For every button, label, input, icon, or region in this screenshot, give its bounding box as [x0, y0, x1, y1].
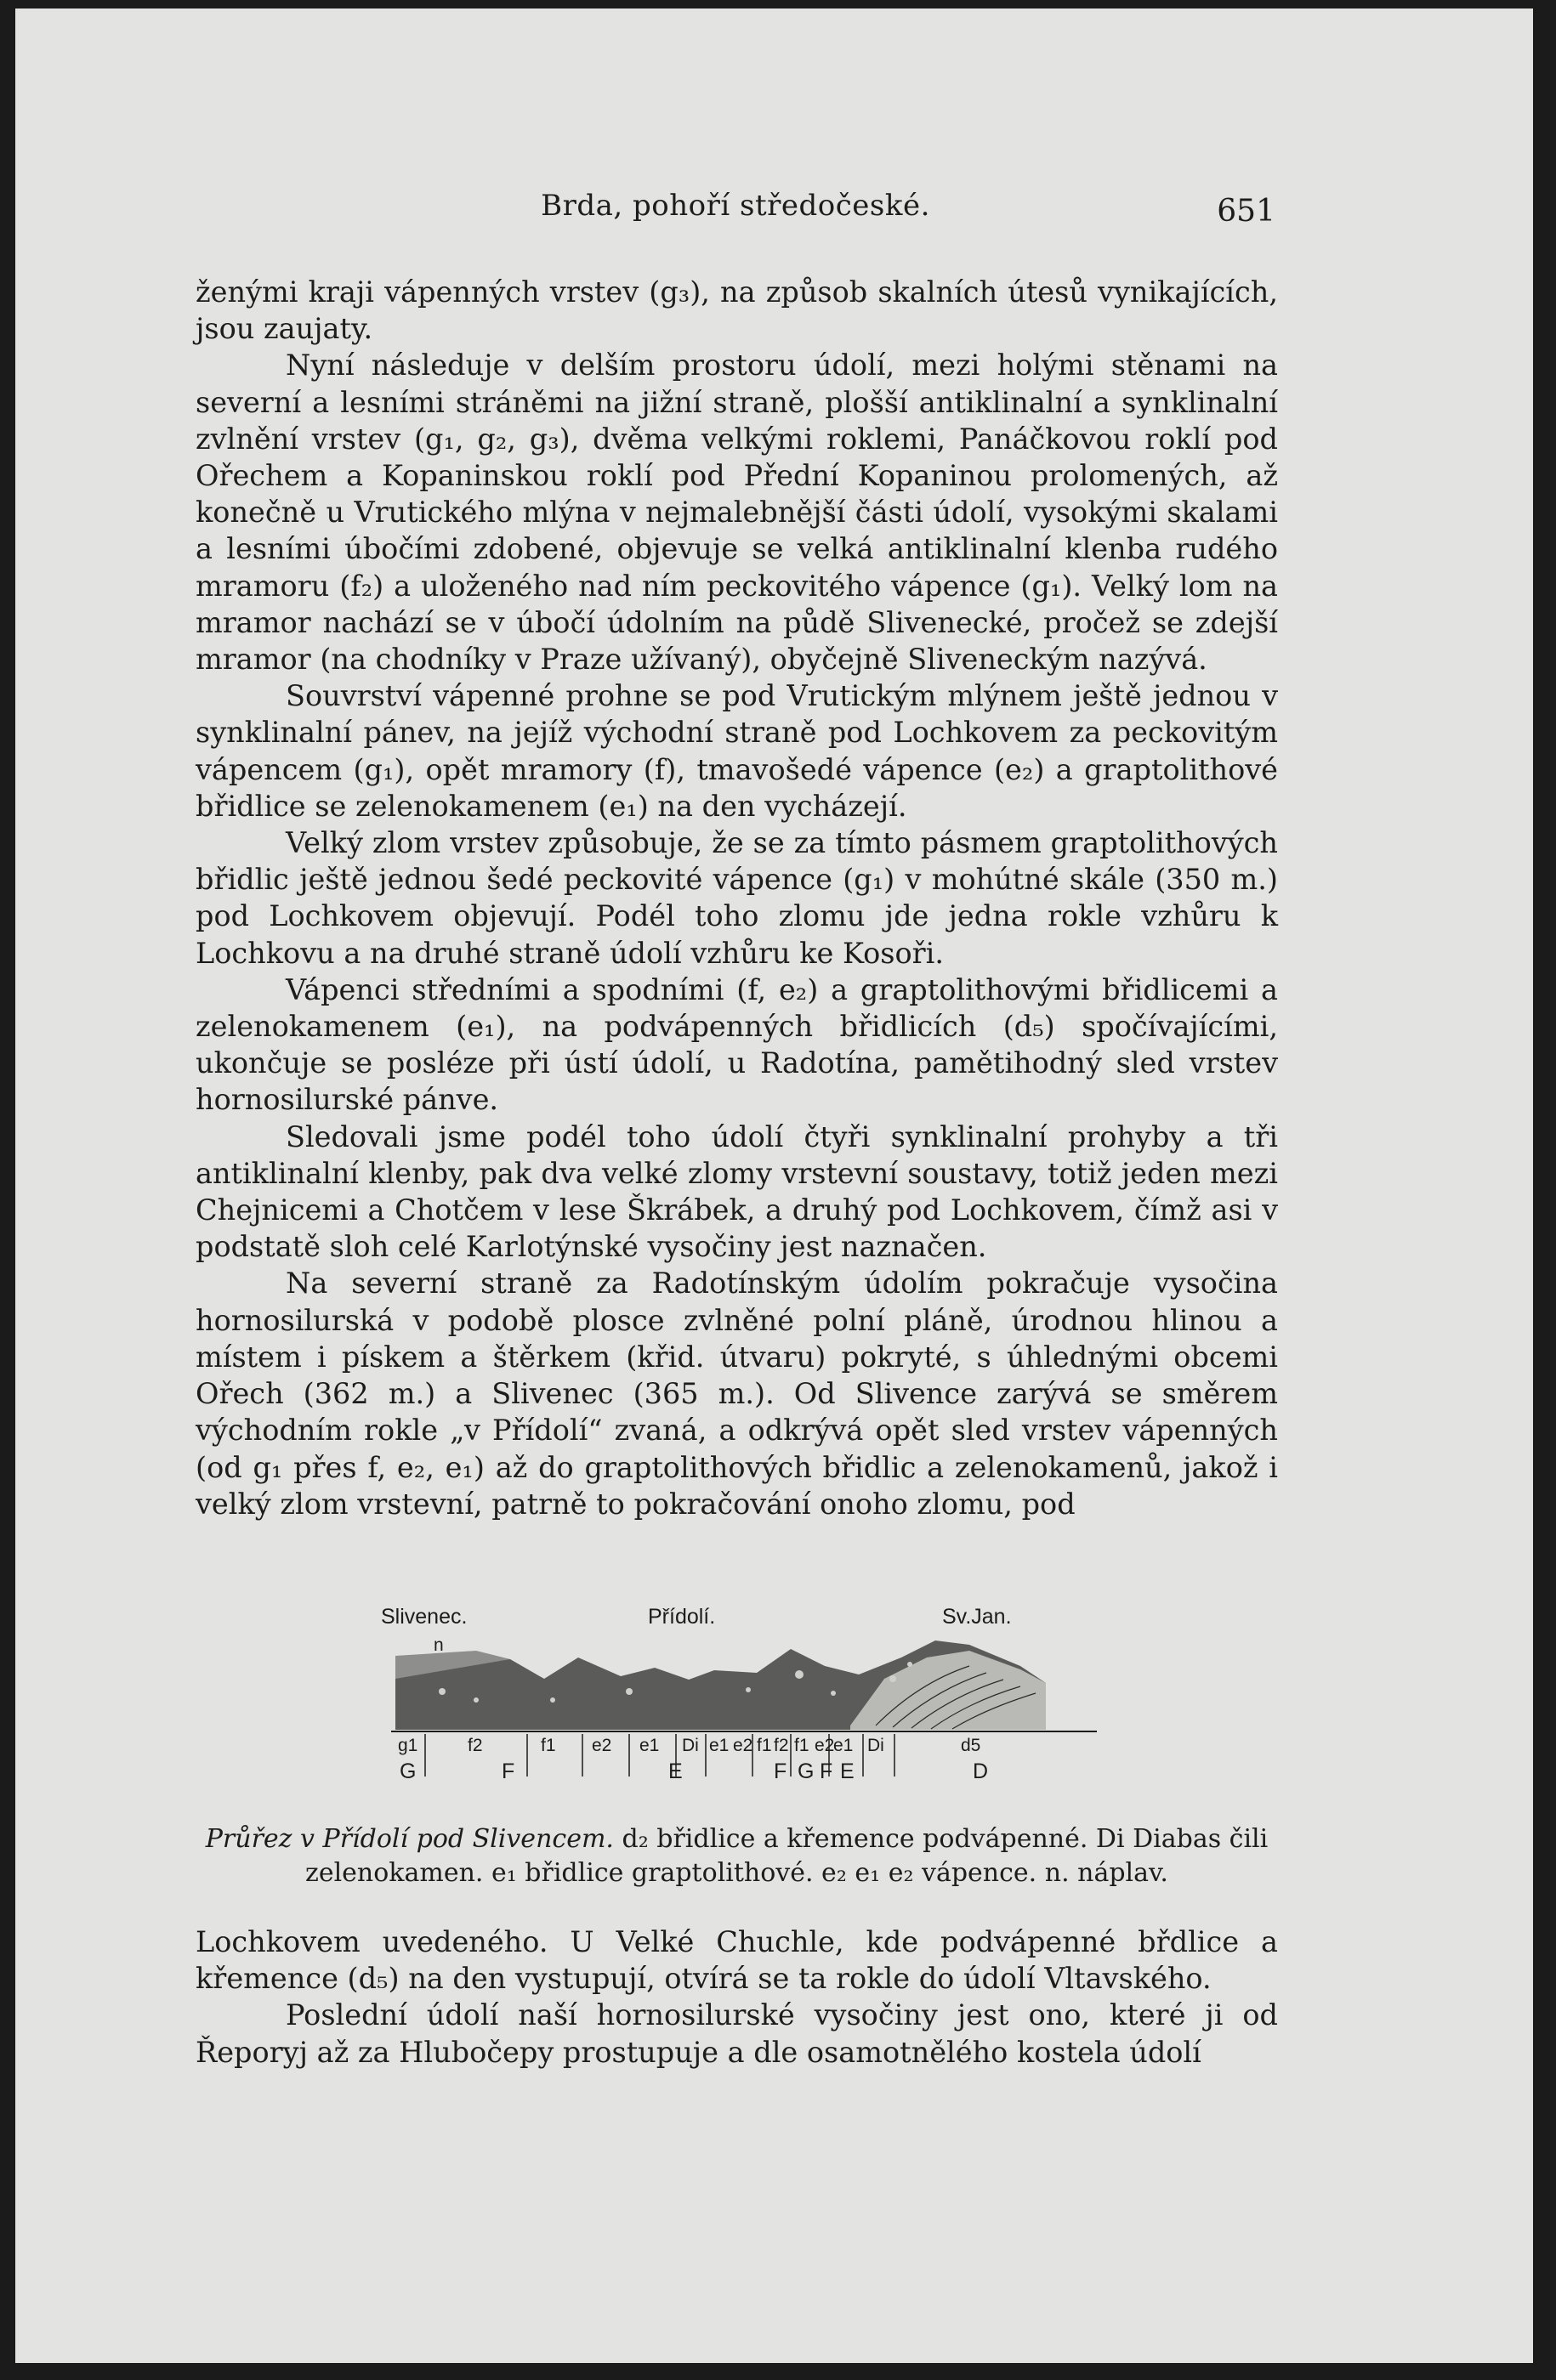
- figure-caption: [196, 1822, 1278, 1890]
- label-f2: f2: [468, 1736, 483, 1755]
- alluvium-marker: n: [434, 1635, 444, 1655]
- label-F: F: [502, 1760, 515, 1783]
- label-f1: f1: [794, 1736, 809, 1755]
- label-e2: e2: [815, 1736, 835, 1755]
- paragraph: Velký zlom vrstev způsobuje, že se za tímto pásmem graptolithových břidlic ještě jednou šedé peckovité vápence (g₁) v mohútné skále (350 m.) pod Lochkovem objevují. Podél toho zlomu jde jedna rokle vzhůru k Lochkovu a na druhé straně údolí vzhůru ke Kosoři.: [196, 826, 1278, 970]
- place-label-slivenec: Slivenec.: [381, 1605, 468, 1629]
- running-title: Brda, pohoří středočeské.: [541, 189, 930, 223]
- label-F: F: [820, 1760, 833, 1783]
- label-E: E: [668, 1760, 683, 1783]
- label-G: G: [400, 1760, 417, 1783]
- page-number: 651: [1217, 194, 1275, 229]
- place-label-pridoli: Přídolí.: [648, 1605, 716, 1629]
- caption-legend: d₂ břidlice a křemence podvápenné. Di Diabas čili zelenokamen. e₁ břidlice graptolithové. e₂ e₁ e₂ vápence. n. náplav.: [305, 1824, 1269, 1888]
- paragraph: Poslední údolí naší hornosilurské vysočiny jest ono, které ji od Řeporyj až za Hlubočepy prostupuje a dle osamotnělého kostela údolí: [196, 1998, 1278, 2069]
- label-E: E: [840, 1760, 855, 1783]
- paragraph-continuation: Lochkovem uvedeného. U Velké Chuchle, kde podvápenné břdlice a křemence (d₅) na den vystupují, otvírá se ta rokle do údolí Vltavského.: [196, 1925, 1278, 1996]
- label-di: Di: [682, 1736, 699, 1755]
- label-e1: e1: [639, 1736, 660, 1755]
- paragraph: Nyní následuje v delším prostoru údolí, mezi holými stěnami na severní a lesními stráněmi na jižní straně, plošší antiklinalní a synklinalní zvlnění vrstev (g₁, g₂, g₃), dvěma velkými roklemi, Panáčkovou roklí pod Ořechem a Kopaninskou roklí pod Přední Kopaninou prolomených, až konečně u Vrutického mlýna v nejmalebnější části údolí, vysokými skalami a lesními úbočími zdobené, objevuje se velká antiklinalní klenba rudého mramoru (f₂) a uloženého nad ním peckovitého vápence (g₁). Velký lom na mramor nachází se v úbočí údolním na půdě Slivenecké, pročež se zdejší mramor (na chodníky v Praze užívaný), obyčejně Sliveneckým nazývá.: [196, 348, 1278, 677]
- paragraph: Sledovali jsme podél toho údolí čtyři synklinalní prohyby a tři antiklinalní klenby, pak dva velké zlomy vrstevní soustavy, totiž jeden mezi Chejnicemi a Chotčem v lese Škrábek, a druhý pod Lochkovem, čímž asi v podstatě sloh celé Karlotýnské vysočiny jest naznačen.: [196, 1119, 1278, 1264]
- paragraph: Vápenci středními a spodními (f, e₂) a graptolithovými břidlicemi a zelenokamenem (e₁), na podvápenných břidlicích (d₅) spočívajícími, ukončuje se posléze při ústí údolí, u Radotína, pamětihodný sled vrstev hornosilurské pánve.: [196, 972, 1278, 1117]
- lower-labels: [400, 1760, 988, 1783]
- label-di: Di: [867, 1736, 884, 1755]
- caption-title: Průřez v Přídolí pod Slivencem.: [205, 1824, 614, 1854]
- label-e2: e2: [592, 1736, 612, 1755]
- label-d5: d5: [961, 1736, 981, 1755]
- main-text-upper: [196, 274, 1278, 1522]
- label-e1: e1: [709, 1736, 730, 1755]
- cross-section-figure: [374, 1598, 1105, 1802]
- label-f2: f2: [774, 1736, 789, 1755]
- cross-section-drawing: [374, 1598, 1105, 1802]
- place-label-sv-jan: Sv.Jan.: [942, 1605, 1012, 1629]
- label-f1: f1: [757, 1736, 772, 1755]
- main-text-lower: [196, 1924, 1278, 2071]
- label-e2: e2: [733, 1736, 753, 1755]
- paragraph-continuation: ženými kraji vápenných vrstev (g₃), na způsob skalních útesů vynikajících, jsou zaujaty.: [196, 275, 1278, 346]
- label-f1: f1: [541, 1736, 556, 1755]
- label-g1: g1: [398, 1736, 418, 1755]
- label-G: G: [798, 1760, 815, 1783]
- page-header: [196, 189, 1275, 231]
- label-D: D: [973, 1760, 989, 1783]
- label-F: F: [774, 1760, 787, 1783]
- label-e1: e1: [833, 1736, 854, 1755]
- paragraph: Souvrství vápenné prohne se pod Vrutickým mlýnem ještě jednou v synklinalní pánev, na jejíž východní straně pod Lochkovem za peckovitým vápencem (g₁), opět mramory (f), tmavošedé vápence (e₂) a graptolithové břidlice se zelenokamenem (e₁) na den vycházejí.: [196, 679, 1278, 823]
- paragraph: Na severní straně za Radotínským údolím pokračuje vysočina hornosilurská v podobě plosce zvlněné polní pláně, úrodnou hlinou a místem i pískem a štěrkem (křid. útvaru) pokryté, s úhlednými obcemi Ořech (362 m.) a Slivenec (365 m.). Od Slivence zarývá se směrem východním rokle „v Přídolí“ zvaná, a odkrývá opět sled vrstev vápenných (od g₁ přes f, e₂, e₁) až do graptolithových břidlic a zelenokamenů, jakož i velký zlom vrstevní, patrně to pokračování onoho zlomu, pod: [196, 1266, 1278, 1521]
- upper-labels: [398, 1736, 980, 1755]
